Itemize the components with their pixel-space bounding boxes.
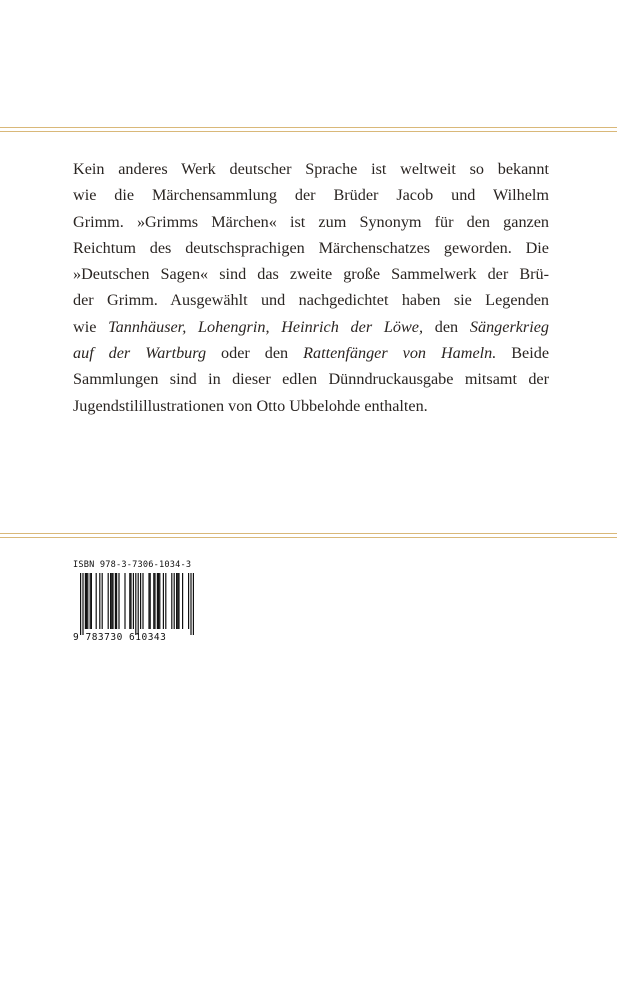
barcode-bar: [86, 573, 87, 629]
barcode-bars: [73, 573, 197, 635]
barcode-bar: [142, 573, 143, 629]
ean-right-group: 610343: [129, 632, 167, 643]
text-segment: Reichtum des deutschsprachigen Märchenschatzes geworden. Die: [73, 238, 549, 257]
barcode-bar: [182, 573, 183, 629]
blurb-line: [73, 156, 549, 182]
blurb-line: [73, 261, 549, 287]
blurb-line: [73, 314, 549, 340]
ean-left-group: 783730: [85, 632, 123, 643]
blurb-line: [73, 393, 549, 419]
text-segment: Sammlungen sind in dieser edlen Dünndruckausgabe mitsamt der: [73, 370, 549, 389]
text-segment: den: [423, 317, 470, 336]
barcode-bar: [157, 573, 158, 629]
barcode-bar: [177, 573, 178, 629]
barcode-bar: [112, 573, 113, 629]
text-segment: wie die Märchensammlung der Brüder Jacob und Wilhelm: [73, 186, 549, 205]
barcode-guard-bar: [193, 573, 194, 635]
barcode-bar: [153, 573, 154, 629]
barcode-bar: [133, 573, 134, 629]
barcode-bar: [87, 573, 88, 629]
ean-digits: [73, 632, 197, 643]
barcode-bar: [124, 573, 125, 629]
barcode-guard-bar: [135, 573, 136, 635]
barcode-bar: [159, 573, 160, 629]
blurb-line: [73, 182, 549, 208]
isbn-barcode: [73, 559, 197, 643]
barcode-bar: [174, 573, 175, 629]
barcode-bar: [176, 573, 177, 629]
text-segment: der Grimm. Ausgewählt und nachgedichtet haben sie Legenden: [73, 291, 549, 310]
barcode-bar: [163, 573, 164, 629]
barcode-bar: [129, 573, 130, 629]
text-segment: Jugendstilillustrationen von Otto Ubbelohde enthalten.: [73, 396, 428, 415]
barcode-guard-bar: [190, 573, 191, 635]
barcode-bar: [171, 573, 172, 629]
barcode-bar: [91, 573, 92, 629]
barcode-bar: [99, 573, 100, 629]
italic-title: auf der Wartburg: [73, 344, 207, 363]
barcode-bar: [178, 573, 179, 629]
back-cover-blurb: [73, 156, 549, 419]
barcode-guard-bar: [138, 573, 139, 635]
blurb-line: [73, 287, 549, 313]
barcode-bar: [102, 573, 103, 629]
decorative-rule-top: [0, 127, 617, 132]
barcode-bar: [148, 573, 149, 629]
italic-title: Tannhäuser, Lohengrin, Heinrich der Löwe,: [108, 317, 423, 336]
barcode-bar: [188, 573, 189, 629]
barcode-bar: [150, 573, 151, 629]
blurb-line: [73, 340, 549, 366]
text-segment: wie: [73, 317, 109, 336]
barcode-bar: [154, 573, 155, 629]
blurb-line: [73, 209, 549, 235]
barcode-bar: [90, 573, 91, 629]
barcode-bar: [118, 573, 119, 629]
barcode-bar: [111, 573, 112, 629]
text-segment: Kein anderes Werk deutscher Sprache ist weltweit so bekannt: [73, 160, 549, 178]
text-segment: oder den: [206, 344, 304, 363]
barcode-bar: [116, 573, 117, 629]
barcode-bar: [108, 573, 109, 629]
text-segment: Grimm. »Grimms Märchen« ist zum Synonym für den ganzen: [73, 212, 549, 231]
barcode-guard-bar: [80, 573, 81, 635]
barcode-bar: [158, 573, 159, 629]
barcode-bar: [130, 573, 131, 629]
blurb-line: [73, 366, 549, 392]
barcode-bar: [115, 573, 116, 629]
italic-title: Sängerkrieg: [469, 317, 550, 336]
barcode-bar: [96, 573, 97, 629]
text-segment: Beide: [496, 344, 550, 363]
decorative-rule-bottom: [0, 533, 617, 538]
barcode-bar: [165, 573, 166, 629]
blurb-line: [73, 235, 549, 261]
text-segment: »Deutschen Sagen« sind das zweite große Sammelwerk der Brü-: [73, 265, 549, 284]
barcode-bar: [110, 573, 111, 629]
barcode-bar: [140, 573, 141, 629]
ean-first-digit: 9: [73, 632, 80, 643]
barcode-bar: [85, 573, 86, 629]
italic-title: Rattenfänger von Hameln.: [303, 344, 497, 363]
barcode-guard-bar: [82, 573, 83, 635]
isbn-label: ISBN 978-3-7306-1034-3: [73, 560, 192, 570]
